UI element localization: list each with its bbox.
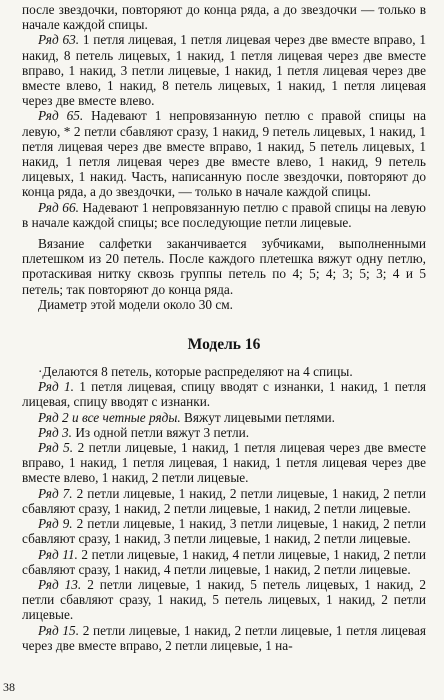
row-text: 2 петли лицевые, 1 накид, 2 петли лицевые, 1 накид, 2 петли сбавляют сразу, 1 накид, 2 петли лицевые, 1 накид, 2 петли лицевые. <box>22 485 426 516</box>
row-label: Ряд 65. <box>38 108 84 124</box>
row-63 <box>22 32 426 108</box>
row-label: Ряд 5. <box>38 440 74 456</box>
row-13 <box>22 577 426 623</box>
row-label: Ряд 1. <box>38 379 74 395</box>
row-11 <box>22 547 426 577</box>
row-text: 2 петли лицевые, 1 накид, 1 петля лицевая через две вместе вправо, 1 накид, 1 петля лицевая, 1 накид, 1 петля лицевая через две вместе влево, 1 накид, 2 петли лицевые. <box>22 440 426 486</box>
row-label: Ряд 15. <box>38 622 80 638</box>
row-1 <box>22 379 426 409</box>
row-text: Из одной петли вяжут 3 петли. <box>72 424 250 440</box>
row-label: Ряд 66. <box>38 199 79 215</box>
row-text: 2 петли лицевые, 1 накид, 5 петель лицевых, 1 накид, 2 петли сбавляют сразу, 1 накид, 5 петель лицевых, 1 накид, 2 петли лицевые. <box>22 576 426 623</box>
row-label: Ряд 13. <box>38 576 82 592</box>
row-label: Ряд 9. <box>38 516 73 532</box>
row-label: Ряд 63. <box>38 32 80 48</box>
page-content <box>22 2 426 653</box>
row-text: Вяжут лицевыми петлями. <box>180 409 335 425</box>
paragraph-edging: Вязание салфетки заканчивается зубчиками, выполненными плетешком из 20 петель. После каждого плетешка вяжут одну петлю, протаскивая нитку сквозь группы петель по 4; 5; 4; 3; 5; 3; 4 и 5 петель; так повторяют до конца ряда. <box>22 236 426 297</box>
row-text: Надевают 1 непровязанную петлю с правой спицы на левую в начале каждой спицы; все последующие петли лицевые. <box>22 199 426 230</box>
row-label: Ряд 3. <box>38 424 72 440</box>
row-66 <box>22 200 426 230</box>
paragraph-intro: ·Делаются 8 петель, которые распределяют на 4 спицы. <box>38 364 353 380</box>
section-heading: Модель 16 <box>187 336 261 354</box>
row-text: 1 петля лицевая, спицу вводят с изнанки, 1 накид, 1 петля лицевая, спицу вводят с изнанки. <box>22 379 426 410</box>
row-15 <box>22 623 426 653</box>
row-text: 1 петля лицевая, 1 петля лицевая через две вместе вправо, 1 накид, 8 петель лицевых, 1 накид, 1 петля лицевая через две вместе вправо, 1 накид, 3 петли лицевые, 1 накид, 1 петля лицевая через две вместе влево, 1 накид, 8 петель лицевых, 1 накид, 1 петля лицевая через две вместе влево. <box>22 32 426 109</box>
row-label: Ряд 2 и все четные ряды. <box>38 409 181 425</box>
row-label: Ряд 11. <box>38 546 78 562</box>
row-5 <box>22 440 426 486</box>
row-2-even <box>22 410 426 425</box>
row-text: 2 петли лицевые, 1 накид, 2 петли лицевые, 1 петля лицевая через две вместе вправо, 2 петли лицевые, 1 на- <box>22 622 426 653</box>
row-65 <box>22 108 426 199</box>
row-9 <box>22 516 426 546</box>
row-3 <box>22 425 426 440</box>
row-7 <box>22 486 426 516</box>
row-text: 2 петли лицевые, 1 накид, 4 петли лицевые, 1 накид, 2 петли сбавляют сразу, 1 накид, 4 петли лицевые, 1 накид, 2 петли лицевые. <box>22 546 426 577</box>
paragraph-continuation: после звездочки, повторяют до конца ряда, а до звездочки — только в начале каждой спицы. <box>22 2 426 33</box>
paragraph-diameter: Диаметр этой модели около 30 см. <box>38 296 233 312</box>
row-label: Ряд 7. <box>38 485 73 501</box>
row-text: Надевают 1 непровязанную петлю с правой спицы на левую, * 2 петли сбавляют сразу, 1 накид, 9 петель лицевых, 1 накид, 1 петля лицевая через две вместе вправо, 1 накид, 5 петель лицевых, 1 накид, 1 петля лицевая через две вместе влево, 1 накид, 9 петель лицевых, 1 накид. Часть, написанную после звездочки, повторяют до конца ряда, а до звездочки, — только в начале каждой спицы. <box>22 108 426 200</box>
page-number: 38 <box>3 680 15 694</box>
row-text: 2 петли лицевые, 1 накид, 3 петли лицевые, 1 накид, 2 петли сбавляют сразу, 1 накид, 3 петли лицевые, 1 накид, 2 петли лицевые. <box>22 516 426 547</box>
